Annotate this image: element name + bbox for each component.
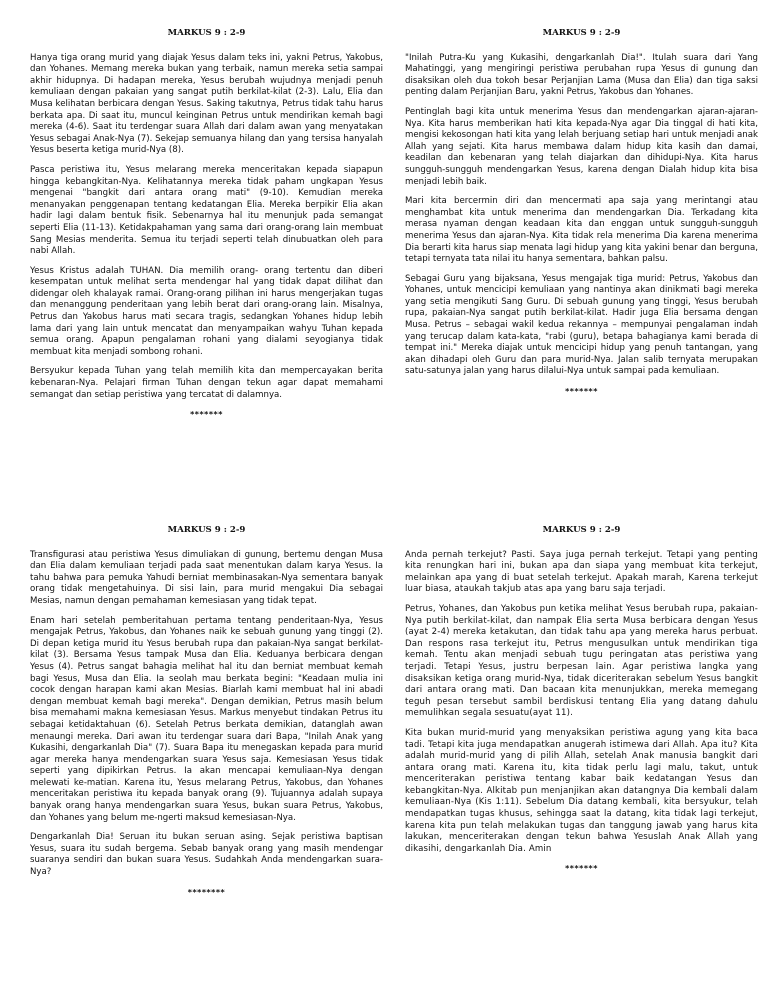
end-mark: ******* (565, 864, 598, 874)
devotional-bottom-left (30, 525, 383, 898)
paragraph: Yesus Kristus adalah TUHAN. Dia memilih orang- orang tertentu dan diberi kesempatan untuk melihat serta mendengar hal yang tidak dapat dilihat dan didengar oleh khalayak ramai. Orang-orang pilihan ini harus mengerjakan tugas dan menanggung penderitaan yang lebih berat dari orang-orang lain. Misalnya, Petrus dan Yakobus harus mati secara tragis, sedangkan Yohanes hidup lebih lama dari yang lain untuk mencatat dan menyampaikan wahyu Tuhan kepada semua orang. Apapun pengalaman rohani yang dialami seyogianya tidak membuat kita menjadi sombong rohani. (30, 265, 383, 357)
paragraph: Dengarkanlah Dia! Seruan itu bukan seruan asing. Sejak peristiwa baptisan Yesus, suara itu sudah bergema. Sebab banyak orang yang masih mendengar suaranya sendiri dan bukan suara Yesus. Sudahkah Anda mendengarkan suara-Nya? (30, 832, 383, 878)
devotional-bottom-right (405, 525, 758, 875)
end-mark: ******* (190, 410, 223, 420)
end-mark: ******** (187, 887, 226, 897)
paragraph: Kita bukan murid-murid yang menyaksikan peristiwa agung yang kita baca tadi. Tetapi kita juga mendapatkan anugerah istimewa dari Allah. Apa itu? Kita adalah murid-murid yang di pilih Allah, setelah Anak manusia bangkit dari antara orang mati. Karena itu, kita tidak perlu lagi malu, takut, untuk menceriterakan peristiwa tentang kabar baik kedatangan Yesus dan kebangkitan-Nya. Alkitab pun menjanjikan akan datangnya Dia kembali dalam kemuliaan-Nya (Kis 1:11). Sebelum Dia datang kembali, kita bersyukur, telah mendapatkan tugas khusus, sehingga saat la datang, kita tidak lagi terkejut, karena kita pun telah melakukan tugas dan tanggung jawab yang harus kita lakukan, menceriterakan dengan tekun bahwa Yesuslah Anak Allah yang dikasihi, dengarkanlah Dia. Amin (405, 727, 758, 854)
paragraph: Petrus, Yohanes, dan Yakobus pun ketika melihat Yesus berubah rupa, pakaian-Nya putih berkilat-kilat, dan nampak Elia serta Musa berbicara dengan Yesus (ayat 2-4) mereka ketakutan, dan tidak tahu apa yang mereka harus perbuat. Dan respons rasa terkejut itu, Petrus mengusulkan untuk mendirikan tiga kemah. Tentu akan menjadi sebuah tugu peringatan atas peristiwa yang terjadi. Tetapi Yesus, justru berpesan lain. Agar peristiwa langka yang disaksikan ketiga orang murid-Nya, tidak diceriterakan sebelum Yesus bangkit dari antara orang mati. Dan bacaan kita menunjukkan, mereka memegang teguh pesan tersebut sambil berdiskusi tentang Elia yang datang dahulu memulihkan segala sesuatu(ayat 11). (405, 603, 758, 719)
paragraph: Pentinglah bagi kita untuk menerima Yesus dan mendengarkan ajaran-ajaran-Nya. Kita harus memberikan hati kita kepada-Nya agar Dia tinggal di hati kita, mengisi kekosongan hati kita yang lelah berjuang setiap hari untuk menjadi anak Allah yang sejati. Kita harus membawa dalam hidup kita kasih dan damai, keadilan dan kebenaran yang telah diajarkan dan dihidupi-Nya. Kita harus sungguh-sungguh mendengarkan Yesus, karena dengan Dialah hidup kita bisa menjadi lebih baik. (405, 106, 758, 187)
paragraph: Mari kita bercermin diri dan mencermati apa saja yang merintangi atau menghambat kita untuk menerima dan mendengarkan Dia. Terkadang kita merasa nyaman dengan keadaan kita dan enggan untuk sungguh-sungguh menerima Yesus dan ajaran-Nya. Kita tidak rela menerima Dia karena menerima Dia berarti kita harus siap menata lagi hidup yang kita yakini benar dan berguna, tetapi ternyata tata nilai itu hanya sementara, bahkan palsu. (405, 196, 758, 265)
end-mark: ******* (565, 387, 598, 397)
paragraph: "Inilah Putra-Ku yang Kukasihi, dengarkanlah Dia!". Itulah suara dari Yang Mahatinggi, yang mengiringi peristiwa perubahan rupa Yesus di gunung dan disaksikan oleh dua tokoh besar Perjanjian Lama (Musa dan Elia) dan tiga saksi penting dalam Perjanjian Baru, yakni Petrus, Yakobus dan Yohanes. (405, 52, 758, 98)
paragraph: Enam hari setelah pemberitahuan pertama tentang penderitaan-Nya, Yesus mengajak Petrus, Yakobus, dan Yohanes naik ke sebuah gunung yang tinggi (2). Di depan ketiga murid itu Yesus berubah rupa dan pakaian-Nya sangat berkilat-kilat (3). Bersama Yesus tampak Musa dan Elia. Keduanya berbicara dengan Yesus (4). Petrus sangat bahagia melihat hal itu dan berniat membuat kemah bagi Yesus, Musa dan Elia. Ia seolah mau berkata begini: "Keadaan mulia ini cocok dengan harapan kami akan Mesias. Biarlah kami membuat hal ini abadi dengan membuat kemah bagi mereka". Dengan demikian, Petrus masih belum bisa memahami makna kemesiasan Yesus. Markus menyebut tindakan Petrus itu sebagai ketidaktahuan (6). Setelah Petrus berkata demikian, datanglah awan menaungi mereka. Dari awan itu terdengar suara dari Bapa, "Inilah Anak yang Kukasihi, dengarkanlah Dia" (7). Suara Bapa itu menegaskan kepada para murid agar mereka hanya mendengarkan suara Yesus saja. Kemesiasan Yesus tidak seperti yang dipikirkan Petrus. Ia akan mencapai kemuliaan-Nya dengan melewati ke-matian. Karena itu, Yesus melarang Petrus, Yakobus, dan Yohanes menceritakan peristiwa itu kepada banyak orang (9). Tujuannya adalah supaya banyak orang hanya mendengarkan suara Yesus, bukan suara Petrus, Yakobus, dan Yohanes yang belum me-ngerti maksud kemesiasan-Nya. (30, 615, 383, 823)
section-title: MARKUS 9 : 2-9 (167, 28, 246, 38)
section-title: MARKUS 9 : 2-9 (542, 28, 621, 38)
section-title: MARKUS 9 : 2-9 (542, 525, 621, 535)
devotional-top-left (30, 28, 383, 421)
paragraph: Bersyukur kepada Tuhan yang telah memilih kita dan mempercayakan berita kebenaran-Nya. Pelajari firman Tuhan dengan tekun agar dapat memahami semangat dan setiap peristiwa yang tercatat di dalamnya. (30, 366, 383, 400)
section-title: MARKUS 9 : 2-9 (167, 525, 246, 535)
paragraph: Sebagai Guru yang bijaksana, Yesus mengajak tiga murid: Petrus, Yakobus dan Yohanes, untuk mencicipi kemuliaan yang nantinya akan dinikmati bagi mereka yang setia mengikuti Sang Guru. Di sebuah gunung yang tinggi, Yesus berubah rupa, pakaian-Nya sangat putih berkilat-kilat. Hadir juga Elia bersama dengan Musa. Petrus – sebagai wakil kedua rekannya – mempunyai pengalaman indah yang terucap dalam kata-kata, "rabi (guru), betapa bahagianya kami berada di tempat ini." Mereka diajak untuk mencicipi hidup yang penuh tantangan, yang akan dihadapi oleh Guru dan para murid-Nya. Jalan salib ternyata merupakan satu-satunya jalan yang harus dilalui-Nya untuk sampai pada kemuliaan. (405, 273, 758, 377)
devotional-top-right (405, 28, 758, 398)
paragraph: Hanya tiga orang murid yang diajak Yesus dalam teks ini, yakni Petrus, Yakobus, dan Yohanes. Memang mereka bukan yang terbaik, namun mereka setia sampai akhir hidupnya. Di hadapan mereka, Yesus berubah wujudnya menjadi penuh kemuliaan dengan pakaian yang sangat putih berkilat-kilat (2-3). Lalu, Elia dan Musa kelihatan berbicara dengan Yesus. Saking takutnya, Petrus tidak tahu harus berkata apa. Di saat itu, muncul keinginan Petrus untuk mendirikan kemah bagi mereka (4-6). Saat itu terdengar suara Allah dari dalam awan yang menyatakan Yesus sebagai Anak-Nya (7). Sekejap semuanya hilang dan yang tersisa hanyalah Yesus beserta ketiga murid-Nya (8). (30, 52, 383, 156)
paragraph: Anda pernah terkejut? Pasti. Saya juga pernah terkejut. Tetapi yang penting kita renungkan hari ini, bukan apa dan siapa yang membuat kita terkejut, melainkan apa yang di buat setelah terkejut. Apakah marah, Karena terkejut luar biasa, ataukah takjub atas apa yang baru saja terjadi. (405, 549, 758, 595)
paragraph: Transfigurasi atau peristiwa Yesus dimuliakan di gunung, bertemu dengan Musa dan Elia dalam kemuliaan terjadi pada saat menentukan dalam karya Yesus. Ia tahu bahwa para pemuka Yahudi berniat membinasakan-Nya sementara banyak orang tidak mengetahuinya. Di sisi lain, para murid mengakui Dia sebagai Mesias, namun dengan pemahaman kemesiasan yang tidak tepat. (30, 549, 383, 606)
paragraph: Pasca peristiwa itu, Yesus melarang mereka menceritakan kepada siapapun hingga kebangkitan-Nya. Kelihatannya mereka tidak paham ungkapan Yesus mengenai "bangkit dari antara orang mati" (9-10). Kemudian mereka menanyakan penggenapan tentang kedatangan Elia. Mereka berpikir Elia akan hadir lagi dalam bentuk fisik. Sebenarnya hal itu menunjuk pada semangat seperti Elia (11-13). Ketidakpahaman yang sama dari orang-orang lain membuat Sang Mesias menderita. Semua itu terjadi seperti telah dinubuatkan oleh para nabi Allah. (30, 164, 383, 257)
